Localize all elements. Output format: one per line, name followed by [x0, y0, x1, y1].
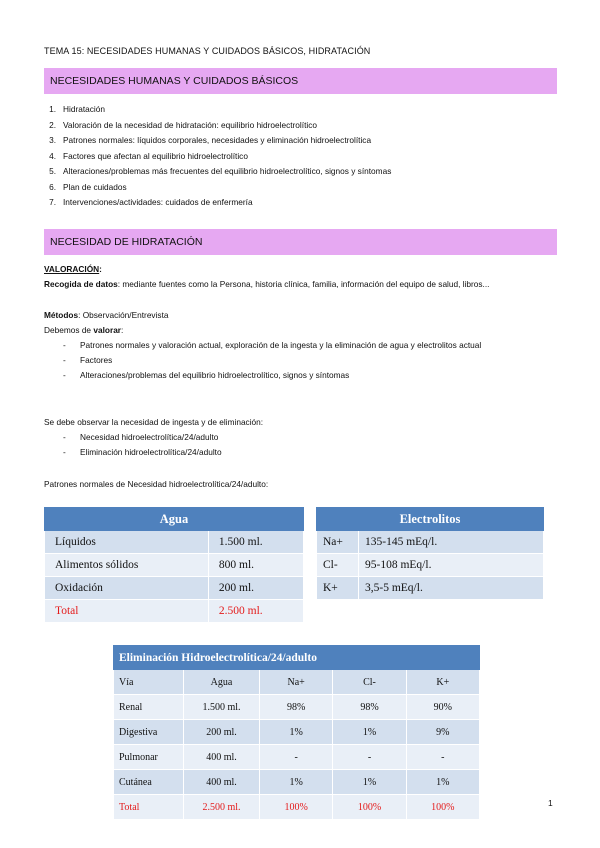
observar-paragraph: Se debe observar la necesidad de ingesta y de eliminación:: [44, 417, 264, 427]
table-row: Pulmonar 400 ml. - - -: [114, 745, 480, 770]
list-item: - Necesidad hidroelectrolítica/24/adulto: [63, 432, 219, 442]
table-row: K+ 3,5-5 mEq/l.: [317, 577, 544, 600]
observar-list: [44, 430, 557, 460]
list-item: 3. Patrones normales: líquidos corporales, necesidades y eliminación hidroelectrolítica: [49, 135, 372, 145]
list-item: 6. Plan de cuidados: [49, 181, 127, 192]
document-title: TEMA 15: NECESIDADES HUMANAS Y CUIDADOS BÁSICOS, HIDRATACIÓN: [44, 46, 371, 56]
list-item: - Eliminación hidroelectrolítica/24/adulto: [63, 447, 222, 457]
table-header: Electrolitos: [317, 508, 544, 531]
topic-list: [44, 104, 564, 213]
table-row: Cutánea 400 ml. 1% 1% 1%: [114, 770, 480, 795]
section-heading-needs: NECESIDADES HUMANAS Y CUIDADOS BÁSICOS: [44, 68, 557, 94]
table-header: Eliminación Hidroelectrolítica/24/adulto: [114, 646, 480, 670]
table-row: Na+ 135-145 mEq/l.: [317, 531, 544, 554]
agua-table: [44, 507, 304, 623]
eliminacion-table: [113, 645, 480, 820]
table-header: Agua: [45, 508, 304, 531]
metodos-paragraph: Métodos: Observación/Entrevista: [44, 310, 169, 320]
valorar-list: [44, 338, 557, 383]
table-total-row: Total 2.500 ml.: [45, 600, 304, 623]
list-item: - Factores: [63, 355, 113, 365]
table-row: Digestiva 200 ml. 1% 1% 9%: [114, 720, 480, 745]
section-heading-hydration: NECESIDAD DE HIDRATACIÓN: [44, 229, 557, 255]
table-row: Cl- 95-108 mEq/l.: [317, 554, 544, 577]
list-item: 5. Alteraciones/problemas más frecuentes del equilibrio hidroelectrolítico, signos y síntomas: [49, 166, 392, 176]
table-row: Líquidos 1.500 ml.: [45, 531, 304, 554]
table-total-row: Total 2.500 ml. 100% 100% 100%: [114, 795, 480, 820]
patrones-paragraph: Patrones normales de Necesidad hidroelectrolítica/24/adulto:: [44, 479, 269, 489]
list-item: 2. Valoración de la necesidad de hidratación: equilibrio hidroelectrolítico: [49, 119, 317, 130]
recogida-paragraph: Recogida de datos: mediante fuentes como la Persona, historia clínica, familia, información del equipo de salud, libros...: [44, 279, 490, 289]
valoracion-label: VALORACIÓN:: [44, 264, 102, 274]
table-row: Oxidación 200 ml.: [45, 577, 304, 600]
debemos-paragraph: Debemos de valorar:: [44, 325, 124, 335]
table-row: Alimentos sólidos 800 ml.: [45, 554, 304, 577]
list-item: - Patrones normales y valoración actual, exploración de la ingesta y la eliminación de agua y electrolitos actual: [63, 340, 482, 350]
list-item: - Alteraciones/problemas del equilibrio hidroelectrolítico, signos y síntomas: [63, 370, 350, 380]
list-item: 4. Factores que afectan al equilibrio hidroelectrolítico: [49, 150, 248, 161]
electrolitos-table: [316, 507, 544, 600]
table-column-headers: Vía Agua Na+ Cl- K+: [114, 670, 480, 695]
list-item: 1. Hidratación: [49, 104, 105, 114]
list-item: 7. Intervenciones/actividades: cuidados de enfermería: [49, 197, 253, 207]
table-row: Renal 1.500 ml. 98% 98% 90%: [114, 695, 480, 720]
page-number: 1: [548, 798, 553, 808]
